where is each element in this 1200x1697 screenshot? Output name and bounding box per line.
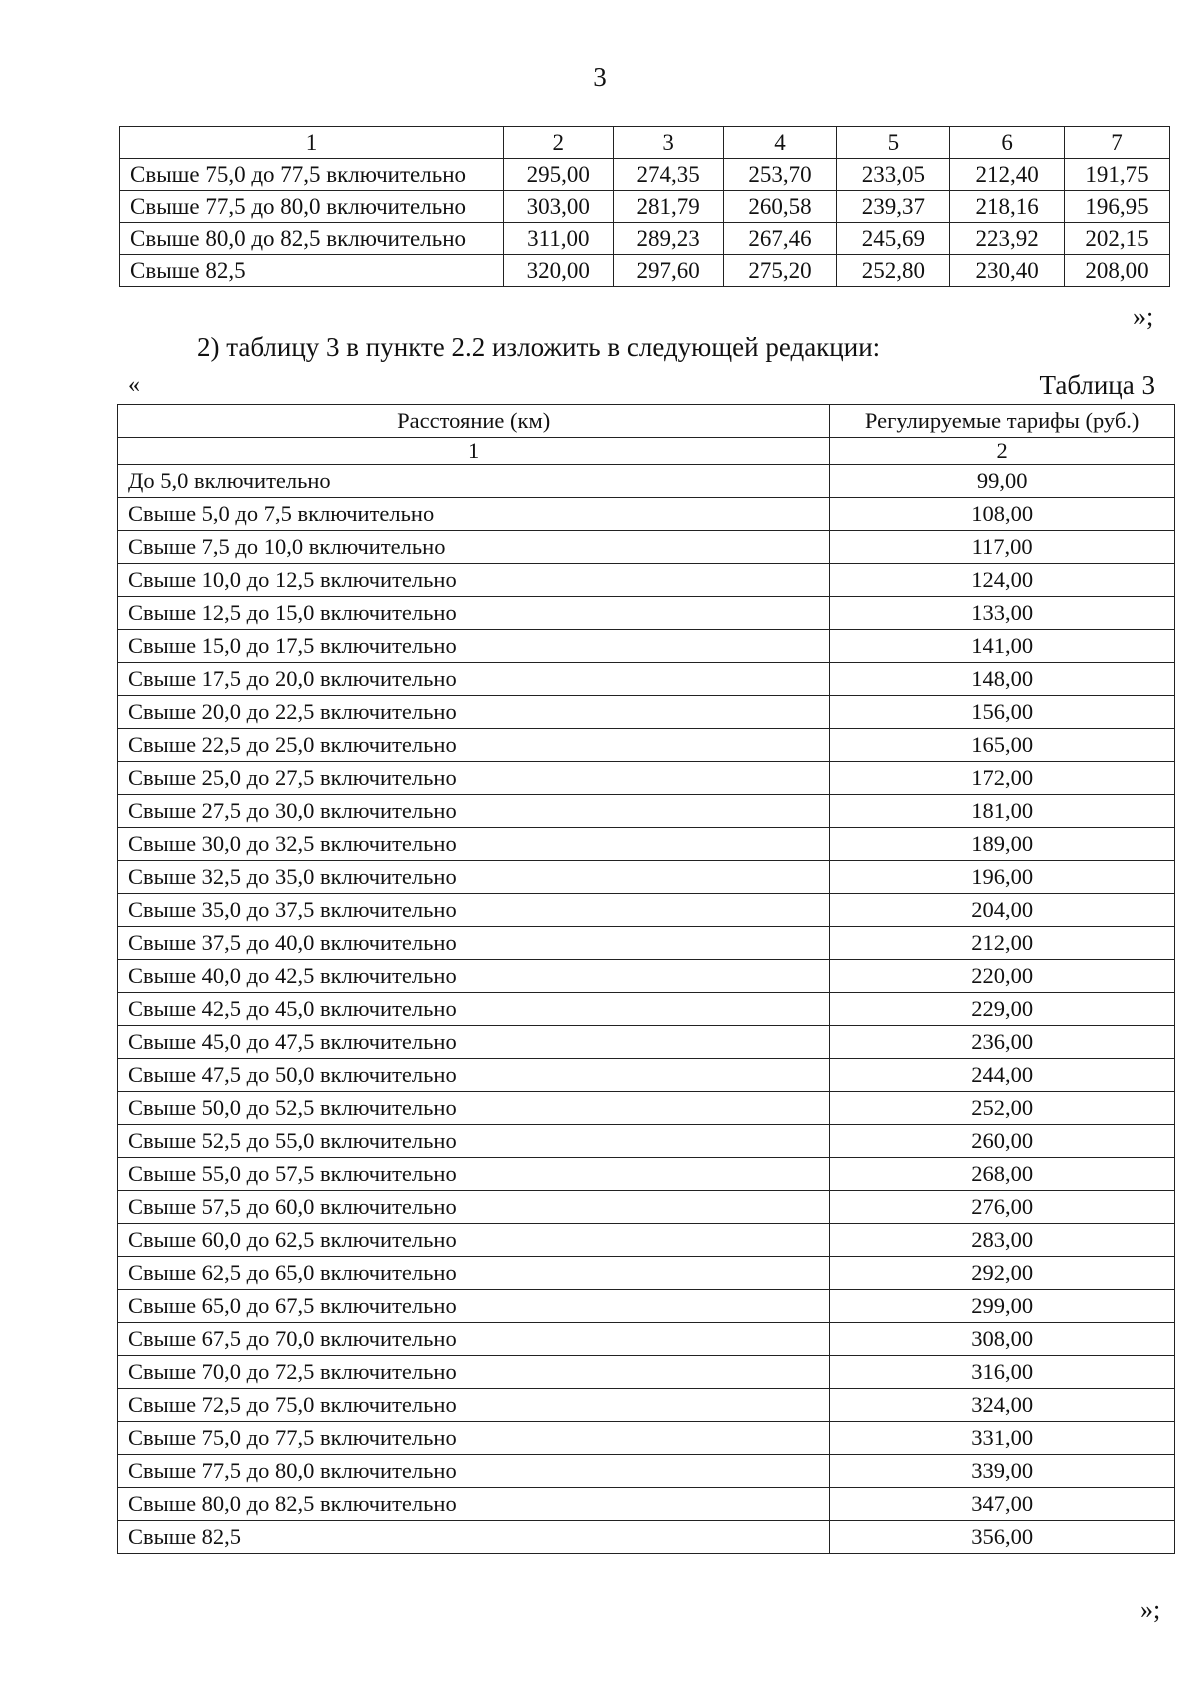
tariff-value: 295,00	[503, 159, 613, 191]
tariff-value: 133,00	[830, 597, 1175, 630]
table-row	[118, 465, 1175, 498]
tariff-value: 275,20	[723, 255, 837, 287]
distance-label: Свыше 7,5 до 10,0 включительно	[118, 531, 830, 564]
distance-label: Свыше 32,5 до 35,0 включительно	[118, 861, 830, 894]
distance-label: До 5,0 включительно	[118, 465, 830, 498]
distance-label: Свыше 17,5 до 20,0 включительно	[118, 663, 830, 696]
distance-label: Свыше 82,5	[118, 1521, 830, 1554]
tariff-value: 268,00	[830, 1158, 1175, 1191]
tariff-value: 99,00	[830, 465, 1175, 498]
tariff-value: 230,40	[950, 255, 1065, 287]
tariff-value: 212,00	[830, 927, 1175, 960]
column-header-tariff: Регулируемые тарифы (руб.)	[830, 405, 1175, 438]
distance-label: Свыше 75,0 до 77,5 включительно	[118, 1422, 830, 1455]
tariff-table-continuation	[119, 126, 1170, 287]
table-row	[118, 1125, 1175, 1158]
column-number: 1	[120, 127, 504, 159]
table-row	[118, 927, 1175, 960]
tariff-value: 356,00	[830, 1521, 1175, 1554]
table-row	[118, 1488, 1175, 1521]
tariff-value: 311,00	[503, 223, 613, 255]
distance-label: Свыше 80,0 до 82,5 включительно	[120, 223, 504, 255]
distance-label: Свыше 5,0 до 7,5 включительно	[118, 498, 830, 531]
tariff-table-3	[117, 404, 1175, 1554]
closing-quote: »;	[1140, 1595, 1161, 1624]
table-row	[118, 1455, 1175, 1488]
table-header-row	[120, 127, 1170, 159]
distance-label: Свыше 35,0 до 37,5 включительно	[118, 894, 830, 927]
tariff-value: 274,35	[613, 159, 723, 191]
distance-label: Свыше 42,5 до 45,0 включительно	[118, 993, 830, 1026]
tariff-value: 141,00	[830, 630, 1175, 663]
column-number: 6	[950, 127, 1065, 159]
tariff-value: 156,00	[830, 696, 1175, 729]
column-number: 5	[837, 127, 950, 159]
tariff-value: 181,00	[830, 795, 1175, 828]
table-row	[118, 1191, 1175, 1224]
tariff-value: 108,00	[830, 498, 1175, 531]
table-row	[118, 1389, 1175, 1422]
tariff-value: 196,95	[1065, 191, 1170, 223]
table-row	[118, 762, 1175, 795]
table-row	[118, 564, 1175, 597]
tariff-value: 283,00	[830, 1224, 1175, 1257]
distance-label: Свыше 12,5 до 15,0 включительно	[118, 597, 830, 630]
tariff-value: 236,00	[830, 1026, 1175, 1059]
tariff-value: 316,00	[830, 1356, 1175, 1389]
table-row	[118, 828, 1175, 861]
table-row	[120, 255, 1170, 287]
tariff-value: 196,00	[830, 861, 1175, 894]
table-row	[118, 1323, 1175, 1356]
tariff-value: 324,00	[830, 1389, 1175, 1422]
table-row	[118, 1356, 1175, 1389]
distance-label: Свыше 65,0 до 67,5 включительно	[118, 1290, 830, 1323]
table-row	[118, 1059, 1175, 1092]
distance-label: Свыше 75,0 до 77,5 включительно	[120, 159, 504, 191]
distance-label: Свыше 40,0 до 42,5 включительно	[118, 960, 830, 993]
distance-label: Свыше 62,5 до 65,0 включительно	[118, 1257, 830, 1290]
distance-label: Свыше 80,0 до 82,5 включительно	[118, 1488, 830, 1521]
tariff-value: 289,23	[613, 223, 723, 255]
tariff-value: 117,00	[830, 531, 1175, 564]
column-number: 4	[723, 127, 837, 159]
column-header-distance: Расстояние (км)	[118, 405, 830, 438]
distance-label: Свыше 82,5	[120, 255, 504, 287]
table-row	[118, 1158, 1175, 1191]
amendment-instruction: 2) таблицу 3 в пункте 2.2 изложить в следующей редакции:	[197, 332, 881, 362]
table-caption: Таблица 3	[1039, 370, 1155, 400]
table-row	[118, 1092, 1175, 1125]
table-row	[118, 993, 1175, 1026]
distance-label: Свыше 37,5 до 40,0 включительно	[118, 927, 830, 960]
distance-label: Свыше 70,0 до 72,5 включительно	[118, 1356, 830, 1389]
table-row	[120, 191, 1170, 223]
distance-label: Свыше 30,0 до 32,5 включительно	[118, 828, 830, 861]
distance-label: Свыше 77,5 до 80,0 включительно	[120, 191, 504, 223]
tariff-value: 252,80	[837, 255, 950, 287]
column-number: 2	[830, 438, 1175, 465]
table-row	[118, 597, 1175, 630]
page-number: 3	[593, 62, 607, 92]
tariff-value: 233,05	[837, 159, 950, 191]
table-row	[118, 531, 1175, 564]
column-number: 3	[613, 127, 723, 159]
tariff-value: 331,00	[830, 1422, 1175, 1455]
table-row	[118, 498, 1175, 531]
distance-label: Свыше 15,0 до 17,5 включительно	[118, 630, 830, 663]
tariff-value: 267,46	[723, 223, 837, 255]
closing-quote: »;	[1133, 302, 1154, 331]
table-row	[118, 663, 1175, 696]
tariff-value: 148,00	[830, 663, 1175, 696]
opening-quote: «	[128, 372, 140, 398]
tariff-value: 172,00	[830, 762, 1175, 795]
tariff-value: 297,60	[613, 255, 723, 287]
tariff-value: 244,00	[830, 1059, 1175, 1092]
tariff-value: 292,00	[830, 1257, 1175, 1290]
tariff-value: 320,00	[503, 255, 613, 287]
tariff-value: 189,00	[830, 828, 1175, 861]
table-row	[118, 795, 1175, 828]
table-row	[118, 894, 1175, 927]
column-number: 2	[503, 127, 613, 159]
tariff-value: 204,00	[830, 894, 1175, 927]
distance-label: Свыше 45,0 до 47,5 включительно	[118, 1026, 830, 1059]
table-row	[118, 960, 1175, 993]
tariff-value: 252,00	[830, 1092, 1175, 1125]
tariff-value: 276,00	[830, 1191, 1175, 1224]
table-row	[118, 1290, 1175, 1323]
tariff-value: 253,70	[723, 159, 837, 191]
table-row	[118, 696, 1175, 729]
distance-label: Свыше 20,0 до 22,5 включительно	[118, 696, 830, 729]
distance-label: Свыше 27,5 до 30,0 включительно	[118, 795, 830, 828]
tariff-value: 202,15	[1065, 223, 1170, 255]
distance-label: Свыше 47,5 до 50,0 включительно	[118, 1059, 830, 1092]
tariff-value: 208,00	[1065, 255, 1170, 287]
tariff-value: 229,00	[830, 993, 1175, 1026]
tariff-value: 303,00	[503, 191, 613, 223]
distance-label: Свыше 55,0 до 57,5 включительно	[118, 1158, 830, 1191]
tariff-value: 260,00	[830, 1125, 1175, 1158]
distance-label: Свыше 72,5 до 75,0 включительно	[118, 1389, 830, 1422]
tariff-value: 124,00	[830, 564, 1175, 597]
tariff-value: 223,92	[950, 223, 1065, 255]
table-row	[118, 729, 1175, 762]
distance-label: Свыше 22,5 до 25,0 включительно	[118, 729, 830, 762]
distance-label: Свыше 52,5 до 55,0 включительно	[118, 1125, 830, 1158]
table-row	[118, 1422, 1175, 1455]
table-row	[118, 1224, 1175, 1257]
tariff-value: 299,00	[830, 1290, 1175, 1323]
tariff-value: 212,40	[950, 159, 1065, 191]
column-number: 1	[118, 438, 830, 465]
table-row	[118, 1026, 1175, 1059]
tariff-value: 165,00	[830, 729, 1175, 762]
distance-label: Свыше 77,5 до 80,0 включительно	[118, 1455, 830, 1488]
distance-label: Свыше 67,5 до 70,0 включительно	[118, 1323, 830, 1356]
tariff-value: 308,00	[830, 1323, 1175, 1356]
tariff-value: 260,58	[723, 191, 837, 223]
tariff-value: 339,00	[830, 1455, 1175, 1488]
table-row	[118, 630, 1175, 663]
distance-label: Свыше 25,0 до 27,5 включительно	[118, 762, 830, 795]
tariff-value: 218,16	[950, 191, 1065, 223]
tariff-value: 191,75	[1065, 159, 1170, 191]
table-row	[118, 1521, 1175, 1554]
table-row	[118, 861, 1175, 894]
distance-label: Свыше 57,5 до 60,0 включительно	[118, 1191, 830, 1224]
tariff-value: 239,37	[837, 191, 950, 223]
table-row	[118, 1257, 1175, 1290]
distance-label: Свыше 10,0 до 12,5 включительно	[118, 564, 830, 597]
tariff-value: 220,00	[830, 960, 1175, 993]
tariff-value: 281,79	[613, 191, 723, 223]
table-row	[120, 159, 1170, 191]
distance-label: Свыше 60,0 до 62,5 включительно	[118, 1224, 830, 1257]
distance-label: Свыше 50,0 до 52,5 включительно	[118, 1092, 830, 1125]
tariff-value: 347,00	[830, 1488, 1175, 1521]
column-number: 7	[1065, 127, 1170, 159]
tariff-value: 245,69	[837, 223, 950, 255]
table-row	[120, 223, 1170, 255]
